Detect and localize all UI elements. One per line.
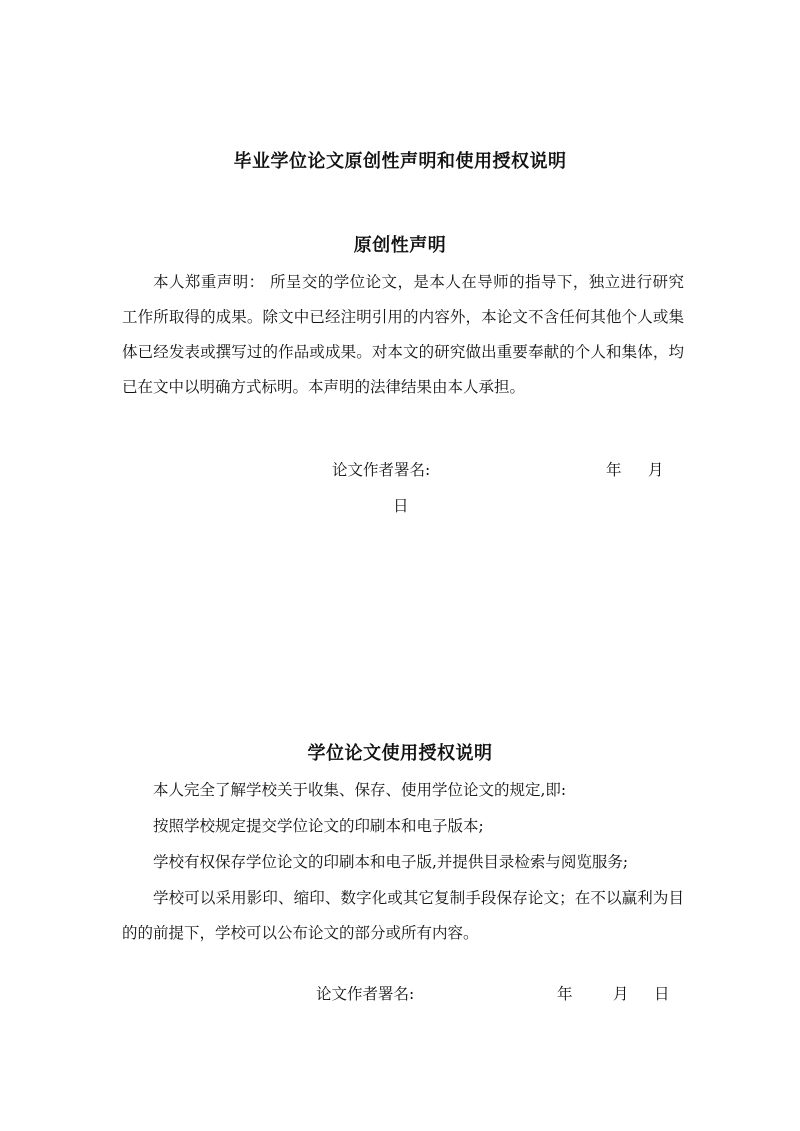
originality-signature-label: 论文作者署名: <box>332 461 431 479</box>
authorization-day-label: 日 <box>654 985 670 1003</box>
authorization-line: 学校有权保存学位论文的印刷本和电子版,并提供目录检索与阅览服务; <box>153 853 629 871</box>
originality-paragraph: 本人郑重声明： 所呈交的学位论文，是本人在导师的指导下，独立进行研究工作所取得的成果。除文中已经注明引用的内容外，本论文不含任何其他个人或集体已经发表或撰写过的作品或成果。对本文的研究做出重要奉献的个人和集体，均已在文中以明确方式标明。本声明的法律结果由本人承担。 <box>122 273 684 396</box>
authorization-year-label: 年 <box>557 985 573 1003</box>
originality-day-label: 日 <box>393 497 409 515</box>
authorization-signature-label: 论文作者署名: <box>316 985 415 1003</box>
page-title: 毕业学位论文原创性声明和使用授权说明 <box>233 151 567 172</box>
originality-heading: 原创性声明 <box>353 235 447 256</box>
originality-year-label: 年 <box>606 461 622 479</box>
authorization-heading: 学位论文使用授权说明 <box>307 743 493 764</box>
originality-month-label: 月 <box>648 461 664 479</box>
authorization-line: 本人完全了解学校关于收集、保存、使用学位论文的规定,即: <box>153 781 567 799</box>
authorization-last-paragraph: 学校可以采用影印、缩印、数字化或其它复制手段保存论文；在不以赢利为目的的前提下，学校可以公布论文的部分或所有内容。 <box>122 889 684 942</box>
authorization-month-label: 月 <box>613 985 629 1003</box>
authorization-line: 按照学校规定提交学位论文的印刷本和电子版本; <box>153 817 484 835</box>
